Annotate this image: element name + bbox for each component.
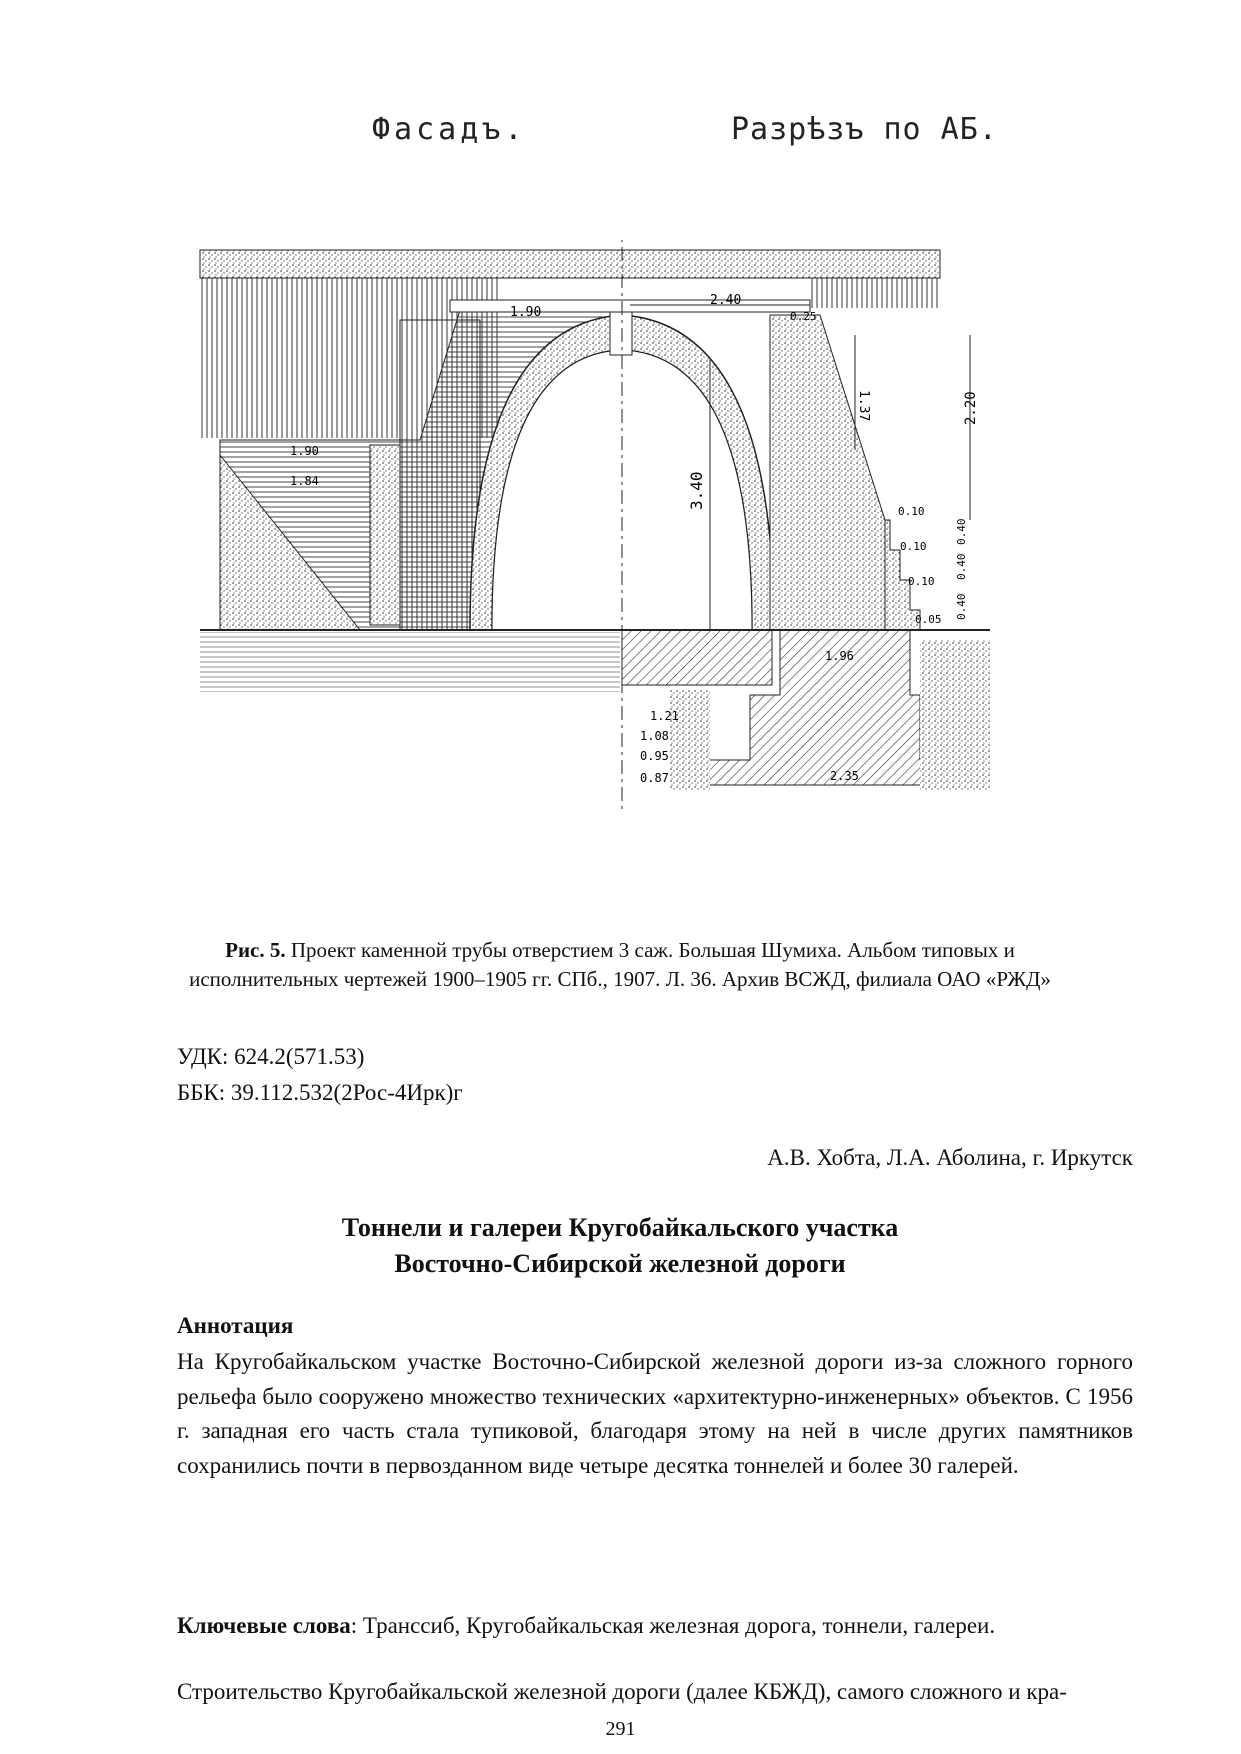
- keywords: [177, 1613, 995, 1639]
- dim-label: 2.20: [963, 391, 979, 425]
- keystone: [610, 310, 632, 355]
- quoin-stones: [370, 445, 400, 625]
- body-text: Строительство Кругобайкальской железной дороги (далее КБЖД), самого сложного и кра-: [177, 1679, 1067, 1704]
- dim-label: 0.95: [640, 749, 669, 763]
- figure-caption: [150, 936, 1090, 994]
- figure-caption-label: Рис. 5.: [225, 938, 286, 962]
- dim-label: 1.90: [510, 305, 542, 320]
- dim-label: 1.96: [825, 649, 854, 663]
- bbk-code: ББК: 39.112.532(2Рос-4Ирк)г: [177, 1080, 463, 1105]
- dim-label: 2.35: [830, 769, 859, 783]
- dim-label: 0.87: [640, 771, 669, 785]
- dim-label: 0.40: [955, 593, 968, 620]
- embankment-fill-right: [810, 278, 940, 308]
- dim-label: 0.10: [908, 575, 935, 588]
- dim-label: 1.21: [650, 709, 679, 723]
- dim-label: 0.25: [790, 310, 817, 323]
- dim-label: 1.08: [640, 729, 669, 743]
- drawing-title-facade: Фасадъ.: [372, 112, 527, 147]
- dim-label: 1.84: [290, 474, 319, 488]
- dim-label: 2.40: [710, 293, 742, 308]
- dim-label: 0.05: [915, 613, 942, 626]
- dim-label: 0.40: [955, 518, 968, 545]
- soil-right: [920, 640, 990, 790]
- keywords-label: Ключевые слова: [177, 1613, 351, 1638]
- article-title-line2: Восточно-Сибирской железной дороги: [394, 1249, 846, 1278]
- section-wall: [770, 315, 885, 630]
- dim-label: 0.10: [900, 540, 927, 553]
- figure-caption-text: Проект каменной трубы отверстием 3 саж. Большая Шумиха. Альбом типовых и исполнительных чертежей 1900–1905 гг. СПб., 1907. Л. 36. Архив ВСЖД, филиала ОАО «РЖД»: [189, 938, 1051, 991]
- wall-face: [400, 320, 480, 630]
- dim-label: 0.10: [898, 505, 925, 518]
- authors: А.В. Хобта, Л.А. Аболина, г. Иркутск: [767, 1145, 1133, 1170]
- drawing-title-section: Разрѣзъ по АБ.: [731, 112, 998, 147]
- article-title-line1: Тоннели и галереи Кругобайкальского участка: [341, 1213, 899, 1242]
- ground-left: [200, 632, 620, 692]
- foundation-left: [622, 630, 772, 685]
- annotation-text: На Кругобайкальском участке Восточно-Сибирской железной дороги из-за сложного горного рельефа было сооружено множество технических «архитектурно-инженерных» объектов. С 1956 г. западная его часть стала тупиковой, благодаря этому на ней в числе других памятников сохранились почти в первозданном виде четыре десятка тоннелей и более 30 галерей.: [177, 1349, 1133, 1478]
- dim-label: 1.90: [290, 444, 319, 458]
- dim-label: 0.40: [955, 553, 968, 580]
- udk-code: УДК: 624.2(571.53): [177, 1044, 365, 1069]
- page-number: 291: [605, 1718, 636, 1740]
- dim-label: 1.37: [856, 390, 871, 422]
- culvert-drawing: [190, 240, 1120, 920]
- cornice: [450, 300, 810, 312]
- annotation-heading: Аннотация: [177, 1313, 294, 1338]
- keywords-text: : Транссиб, Кругобайкальская железная дорога, тоннели, галереи.: [350, 1613, 996, 1638]
- dim-label: 3.40: [687, 471, 706, 510]
- embankment-top: [200, 250, 940, 278]
- soil-left: [670, 690, 710, 790]
